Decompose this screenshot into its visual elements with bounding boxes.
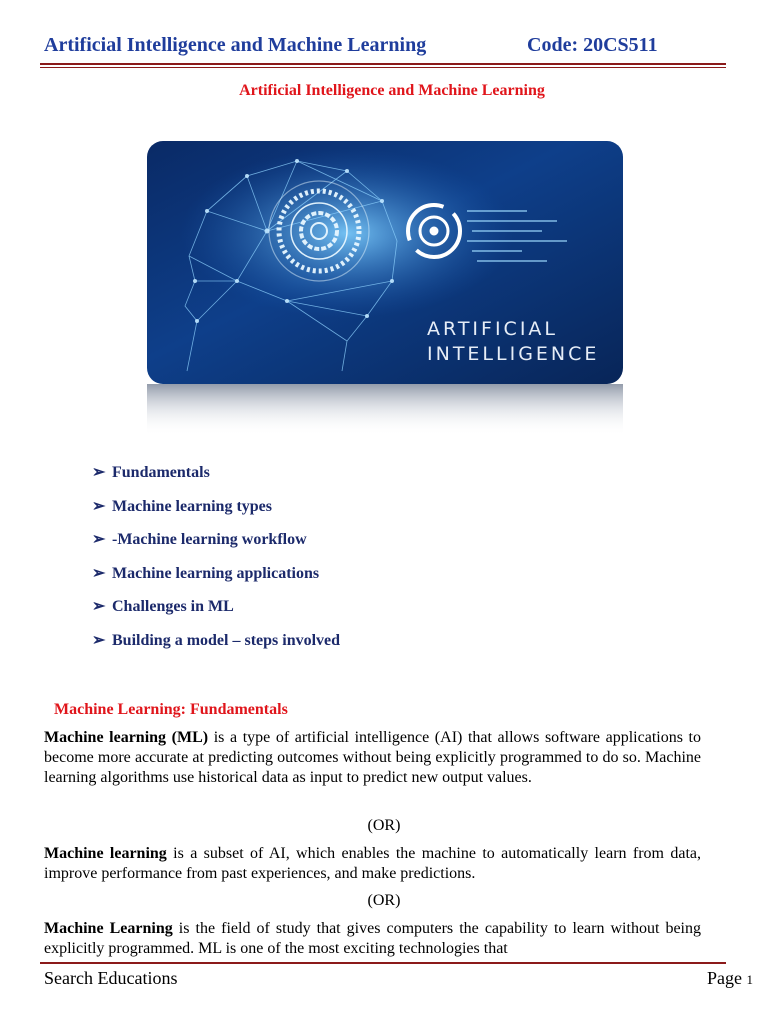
header-rule-thin xyxy=(40,67,726,68)
paragraph-text: is a subset of AI, which enables the machine to automatically learn from data, improve performance from past experiences, and make predictions. xyxy=(44,845,701,882)
page-number: 1 xyxy=(746,972,753,987)
header-rule xyxy=(40,63,726,65)
arrow-bullet-icon: ➢ xyxy=(92,564,106,582)
list-item: ➢ Machine learning applications xyxy=(92,564,320,582)
arrow-bullet-icon: ➢ xyxy=(92,631,106,649)
footer-rule xyxy=(40,962,726,964)
paragraph-text: is a type of artificial intelligence (AI) that allows software applications to become more accurate at predicting outcomes without being explicitly programmed to do so. Machine learning algorithms use historical data as input to predict new output values. xyxy=(44,729,701,786)
section-heading: Machine Learning: Fundamentals xyxy=(54,701,288,718)
banner-text-line2: INTELLIGENCE xyxy=(427,343,600,365)
ai-banner-image xyxy=(147,141,623,384)
term-bold: Machine learning xyxy=(44,845,167,862)
paragraph-ml-definition xyxy=(44,728,701,788)
paragraph-text: is the field of study that gives computers the capability to learn without being explicitly programmed. ML is one of the most exciting technologies that xyxy=(44,920,701,957)
header-course-code: Code: 20CS511 xyxy=(527,34,658,56)
banner-text-line1: ARTIFICIAL xyxy=(427,318,559,340)
ai-banner-reflection xyxy=(147,384,623,436)
footer-publisher: Search Educations xyxy=(44,968,178,988)
paragraph-ml-subset xyxy=(44,844,701,884)
header-course-title: Artificial Intelligence and Machine Learning xyxy=(44,34,427,56)
arrow-bullet-icon: ➢ xyxy=(92,598,106,616)
topic-list xyxy=(92,463,340,665)
list-item: ➢ Fundamentals xyxy=(92,464,210,481)
term-bold: Machine Learning xyxy=(44,920,173,937)
page-label: Page xyxy=(707,968,742,988)
or-separator: (OR) xyxy=(367,892,401,909)
arrow-bullet-icon: ➢ xyxy=(92,531,106,549)
list-item: ➢ Building a model – steps involved xyxy=(92,631,341,649)
arrow-bullet-icon: ➢ xyxy=(92,464,106,481)
paragraph-ml-field xyxy=(44,919,701,959)
document-title: Artificial Intelligence and Machine Learning xyxy=(239,82,545,99)
arrow-bullet-icon: ➢ xyxy=(92,497,106,515)
term-bold: Machine learning (ML) xyxy=(44,729,209,746)
list-item: ➢ -Machine learning workflow xyxy=(92,531,307,549)
or-separator: (OR) xyxy=(367,817,401,834)
list-item: ➢ Machine learning types xyxy=(92,497,272,515)
footer-page-number xyxy=(707,968,753,989)
list-item: ➢ Challenges in ML xyxy=(92,598,234,616)
